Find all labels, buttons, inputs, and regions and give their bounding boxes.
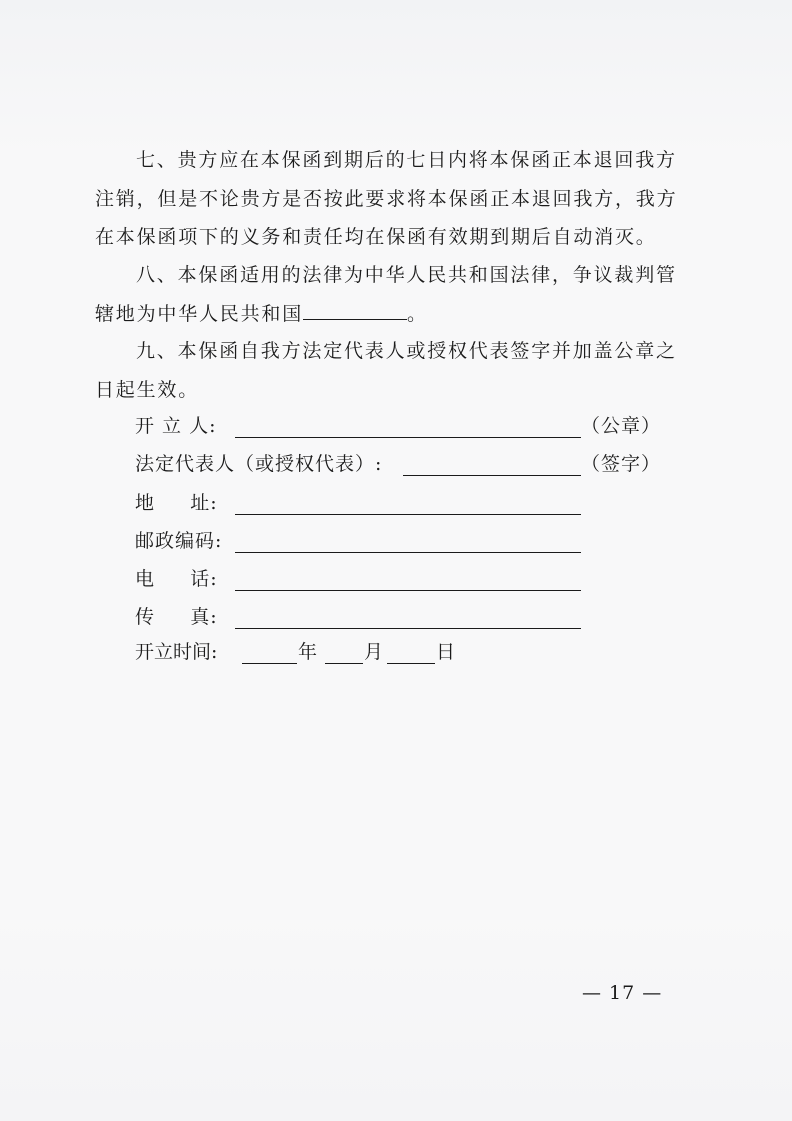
clause-eight (95, 256, 695, 333)
fax-field (135, 602, 595, 632)
clause-eight-end: 。 (407, 302, 428, 325)
day-label: 日 (436, 641, 456, 663)
fax-line (235, 628, 581, 629)
address-label: 地 址: (135, 492, 218, 514)
jurisdiction-blank (303, 299, 407, 320)
year-line (242, 663, 297, 664)
postal-code-field (135, 526, 595, 556)
clause-nine-text: 九、本保函自我方法定代表人或授权代表签字并加盖公章之日起生效。 (95, 340, 677, 401)
issuer-label: 开 立 人: (135, 415, 217, 437)
issuer-field (135, 411, 675, 441)
year-label: 年 (298, 641, 318, 663)
clause-eight-text: 八、本保函适用的法律为中华人民共和国法律，争议裁判管辖地为中华人民共和国 (95, 264, 677, 325)
month-label: 月 (364, 641, 384, 663)
issue-date-field (135, 637, 465, 667)
address-line (235, 514, 581, 515)
phone-field (135, 564, 595, 594)
postal-code-line (235, 552, 581, 553)
issue-date-label: 开立时间: (135, 641, 218, 663)
legal-rep-label: 法定代表人（或授权代表）: (135, 453, 383, 475)
day-line (387, 663, 435, 664)
legal-rep-field (135, 449, 675, 479)
clause-seven (95, 141, 695, 257)
issuer-line (235, 437, 581, 438)
month-line (325, 663, 363, 664)
issuer-seal-note: （公章） (581, 415, 662, 437)
fax-label: 传 真: (135, 606, 218, 628)
address-field (135, 488, 595, 518)
legal-rep-sign-note: （签字） (581, 453, 662, 475)
phone-line (235, 590, 581, 591)
clause-nine (95, 332, 695, 409)
phone-label: 电 话: (135, 568, 218, 590)
clause-seven-text: 七、贵方应在本保函到期后的七日内将本保函正本退回我方注销，但是不论贵方是否按此要求将本保函正本退回我方，我方在本保函项下的义务和责任均在保函有效期到期后自动消灭。 (95, 149, 678, 248)
page-number: — 17 — (582, 982, 663, 1004)
legal-rep-line (403, 475, 581, 476)
postal-code-label: 邮政编码: (135, 530, 223, 552)
